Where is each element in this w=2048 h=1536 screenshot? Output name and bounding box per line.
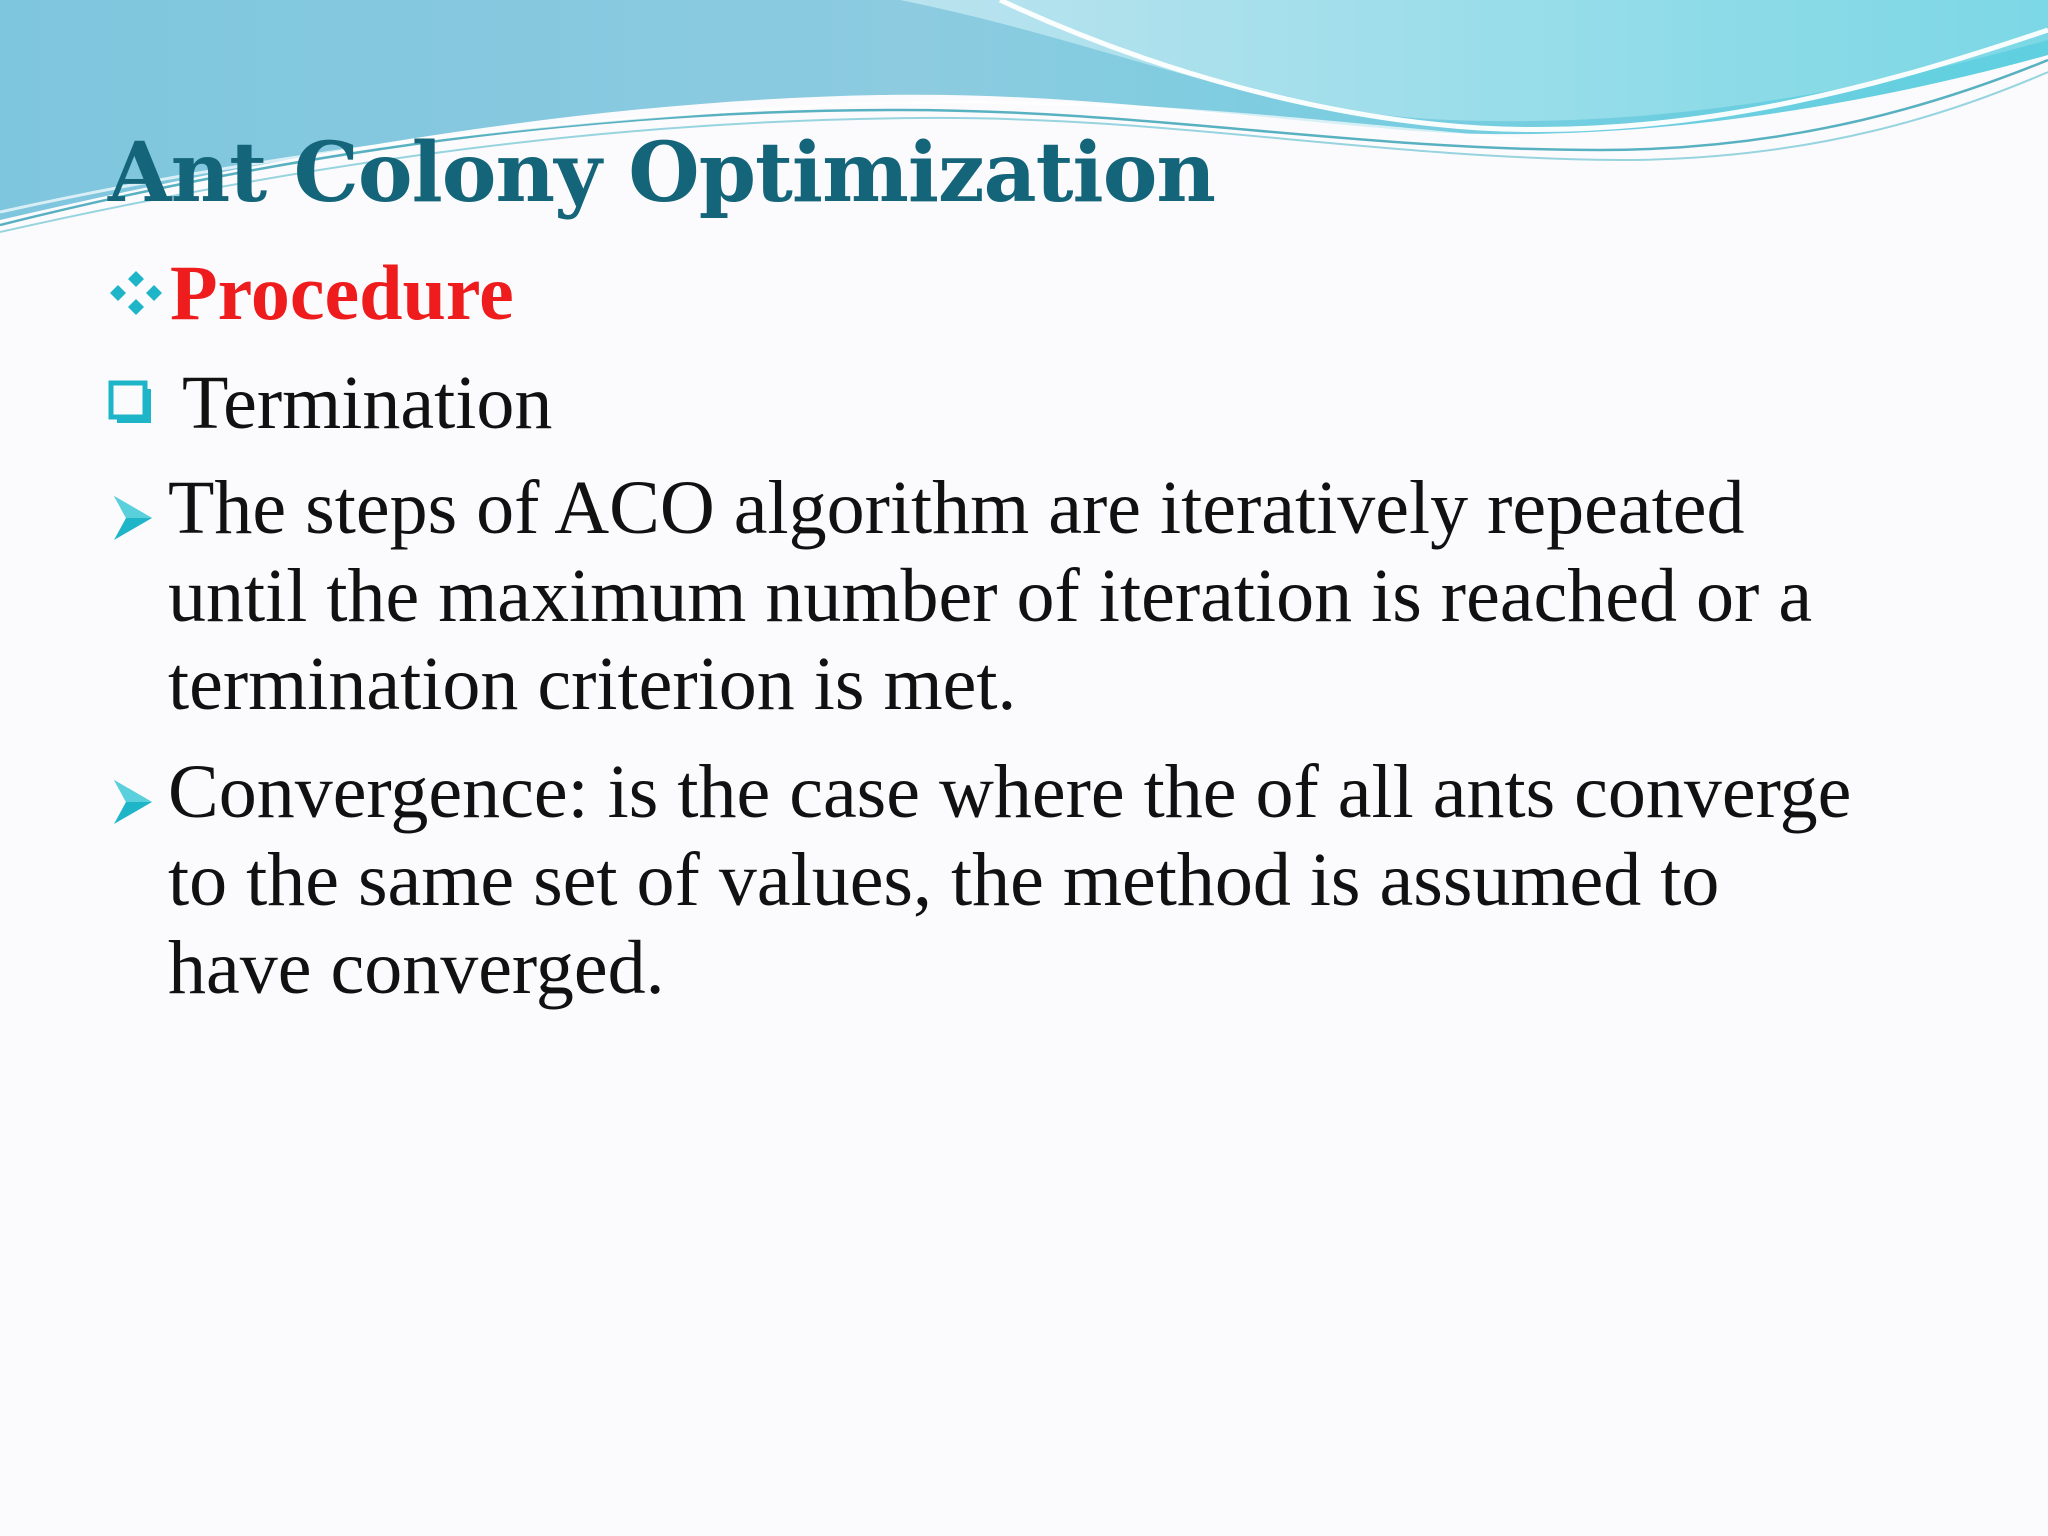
text-line: The steps of ACO algorithm are iteratively repeated — [168, 466, 1745, 550]
arrowhead-icon — [108, 488, 158, 548]
subsection-heading — [108, 358, 552, 448]
text-line: to the same set of values, the method is assumed to — [168, 838, 1720, 922]
bullet-text — [168, 748, 1851, 1012]
bullet-item — [108, 748, 1948, 1012]
section-label: Procedure — [170, 249, 514, 336]
subsection-label: Termination — [182, 361, 553, 445]
bullet-item — [108, 464, 1948, 728]
section-heading — [108, 248, 514, 338]
four-diamond-icon — [108, 265, 164, 321]
text-line: termination criterion is met. — [168, 642, 1017, 726]
slide-title: Ant Colony Optimization — [108, 125, 1216, 221]
arrowhead-icon — [108, 772, 158, 832]
shadowed-box-icon — [108, 380, 154, 426]
bullet-text — [168, 464, 1812, 728]
text-line: have converged. — [168, 926, 665, 1010]
text-line: Convergence: is the case where the of all ants converge — [168, 750, 1852, 834]
text-line: until the maximum number of iteration is reached or a — [168, 554, 1813, 638]
